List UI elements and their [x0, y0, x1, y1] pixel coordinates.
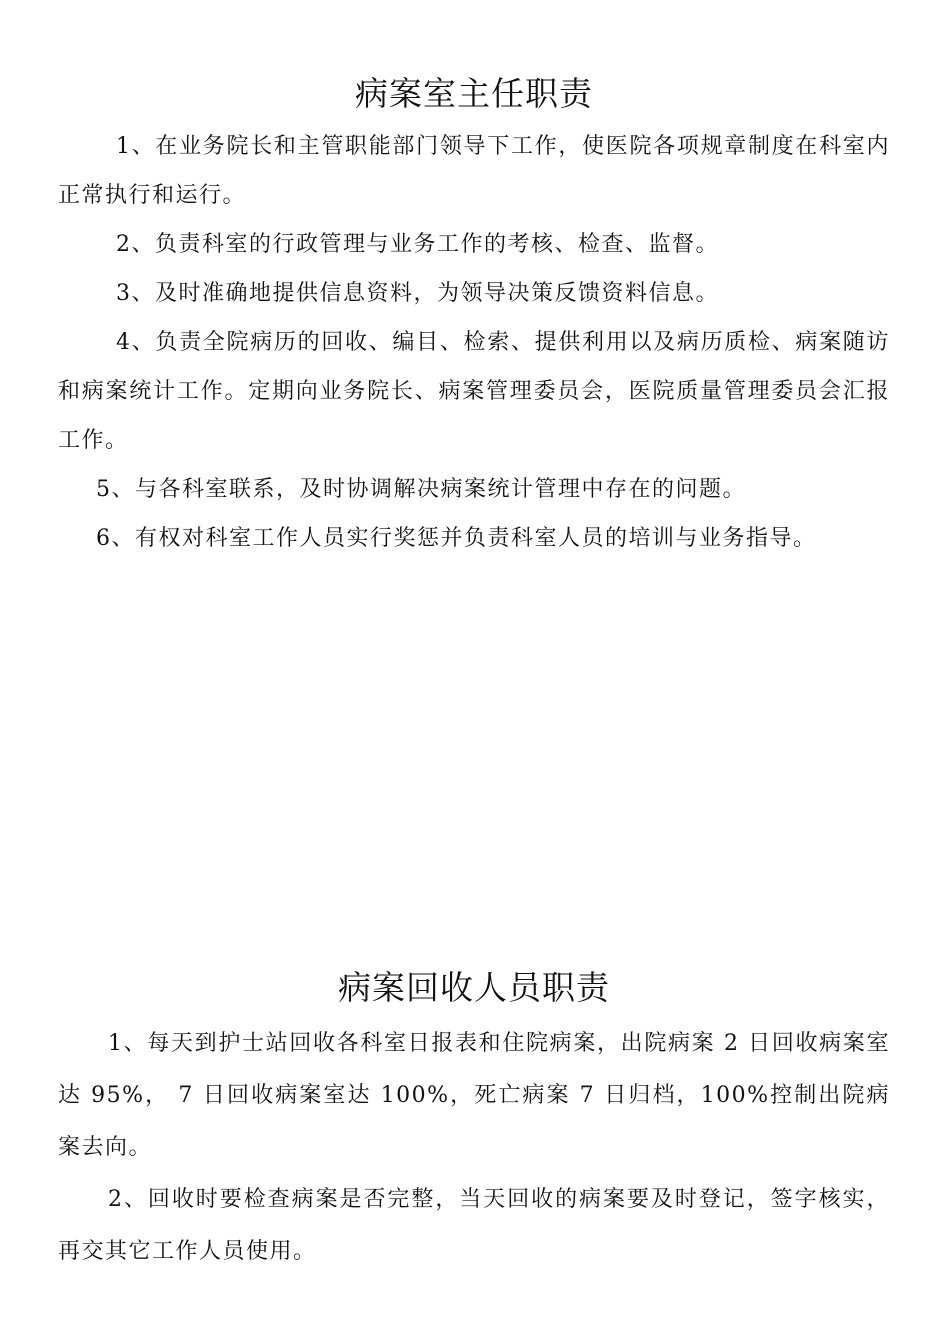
duty-section-director — [58, 66, 890, 563]
duty-item-1: 1、在业务院长和主管职能部门领导下工作，使医院各项规章制度在科室内正常执行和运行。 — [58, 134, 890, 208]
collector-item-2: 2、回收时要检查病案是否完整，当天回收的病案要及时登记，签字核实，再交其它工作人员使用。 — [58, 1187, 890, 1264]
collector-item-1: 1、每天到护士站回收各科室日报表和住院病案，出院病案 2 日回收病案室达 95%， 7 日回收病案室达 100%，死亡病案 7 日归档，100%控制出院病案去向。 — [58, 1031, 890, 1160]
section-title-collector: 病案回收人员职责 — [338, 968, 610, 1007]
duty-item-2: 2、负责科室的行政管理与业务工作的考核、检查、监督。 — [116, 232, 719, 257]
duty-item-3: 3、及时准确地提供信息资料，为领导决策反馈资料信息。 — [116, 281, 719, 306]
duty-section-collector — [58, 960, 890, 1278]
duty-item-5: 5、与各科室联系，及时协调解决病案统计管理中存在的问题。 — [96, 477, 746, 502]
duty-item-6: 6、有权对科室工作人员实行奖惩并负责科室人员的培训与业务指导。 — [96, 526, 817, 551]
section-title-director: 病案室主任职责 — [355, 74, 593, 113]
duty-item-4: 4、负责全院病历的回收、编目、检索、提供利用以及病历质检、病案随访和病案统计工作。定期向业务院长、病案管理委员会，医院质量管理委员会汇报工作。 — [58, 330, 890, 453]
